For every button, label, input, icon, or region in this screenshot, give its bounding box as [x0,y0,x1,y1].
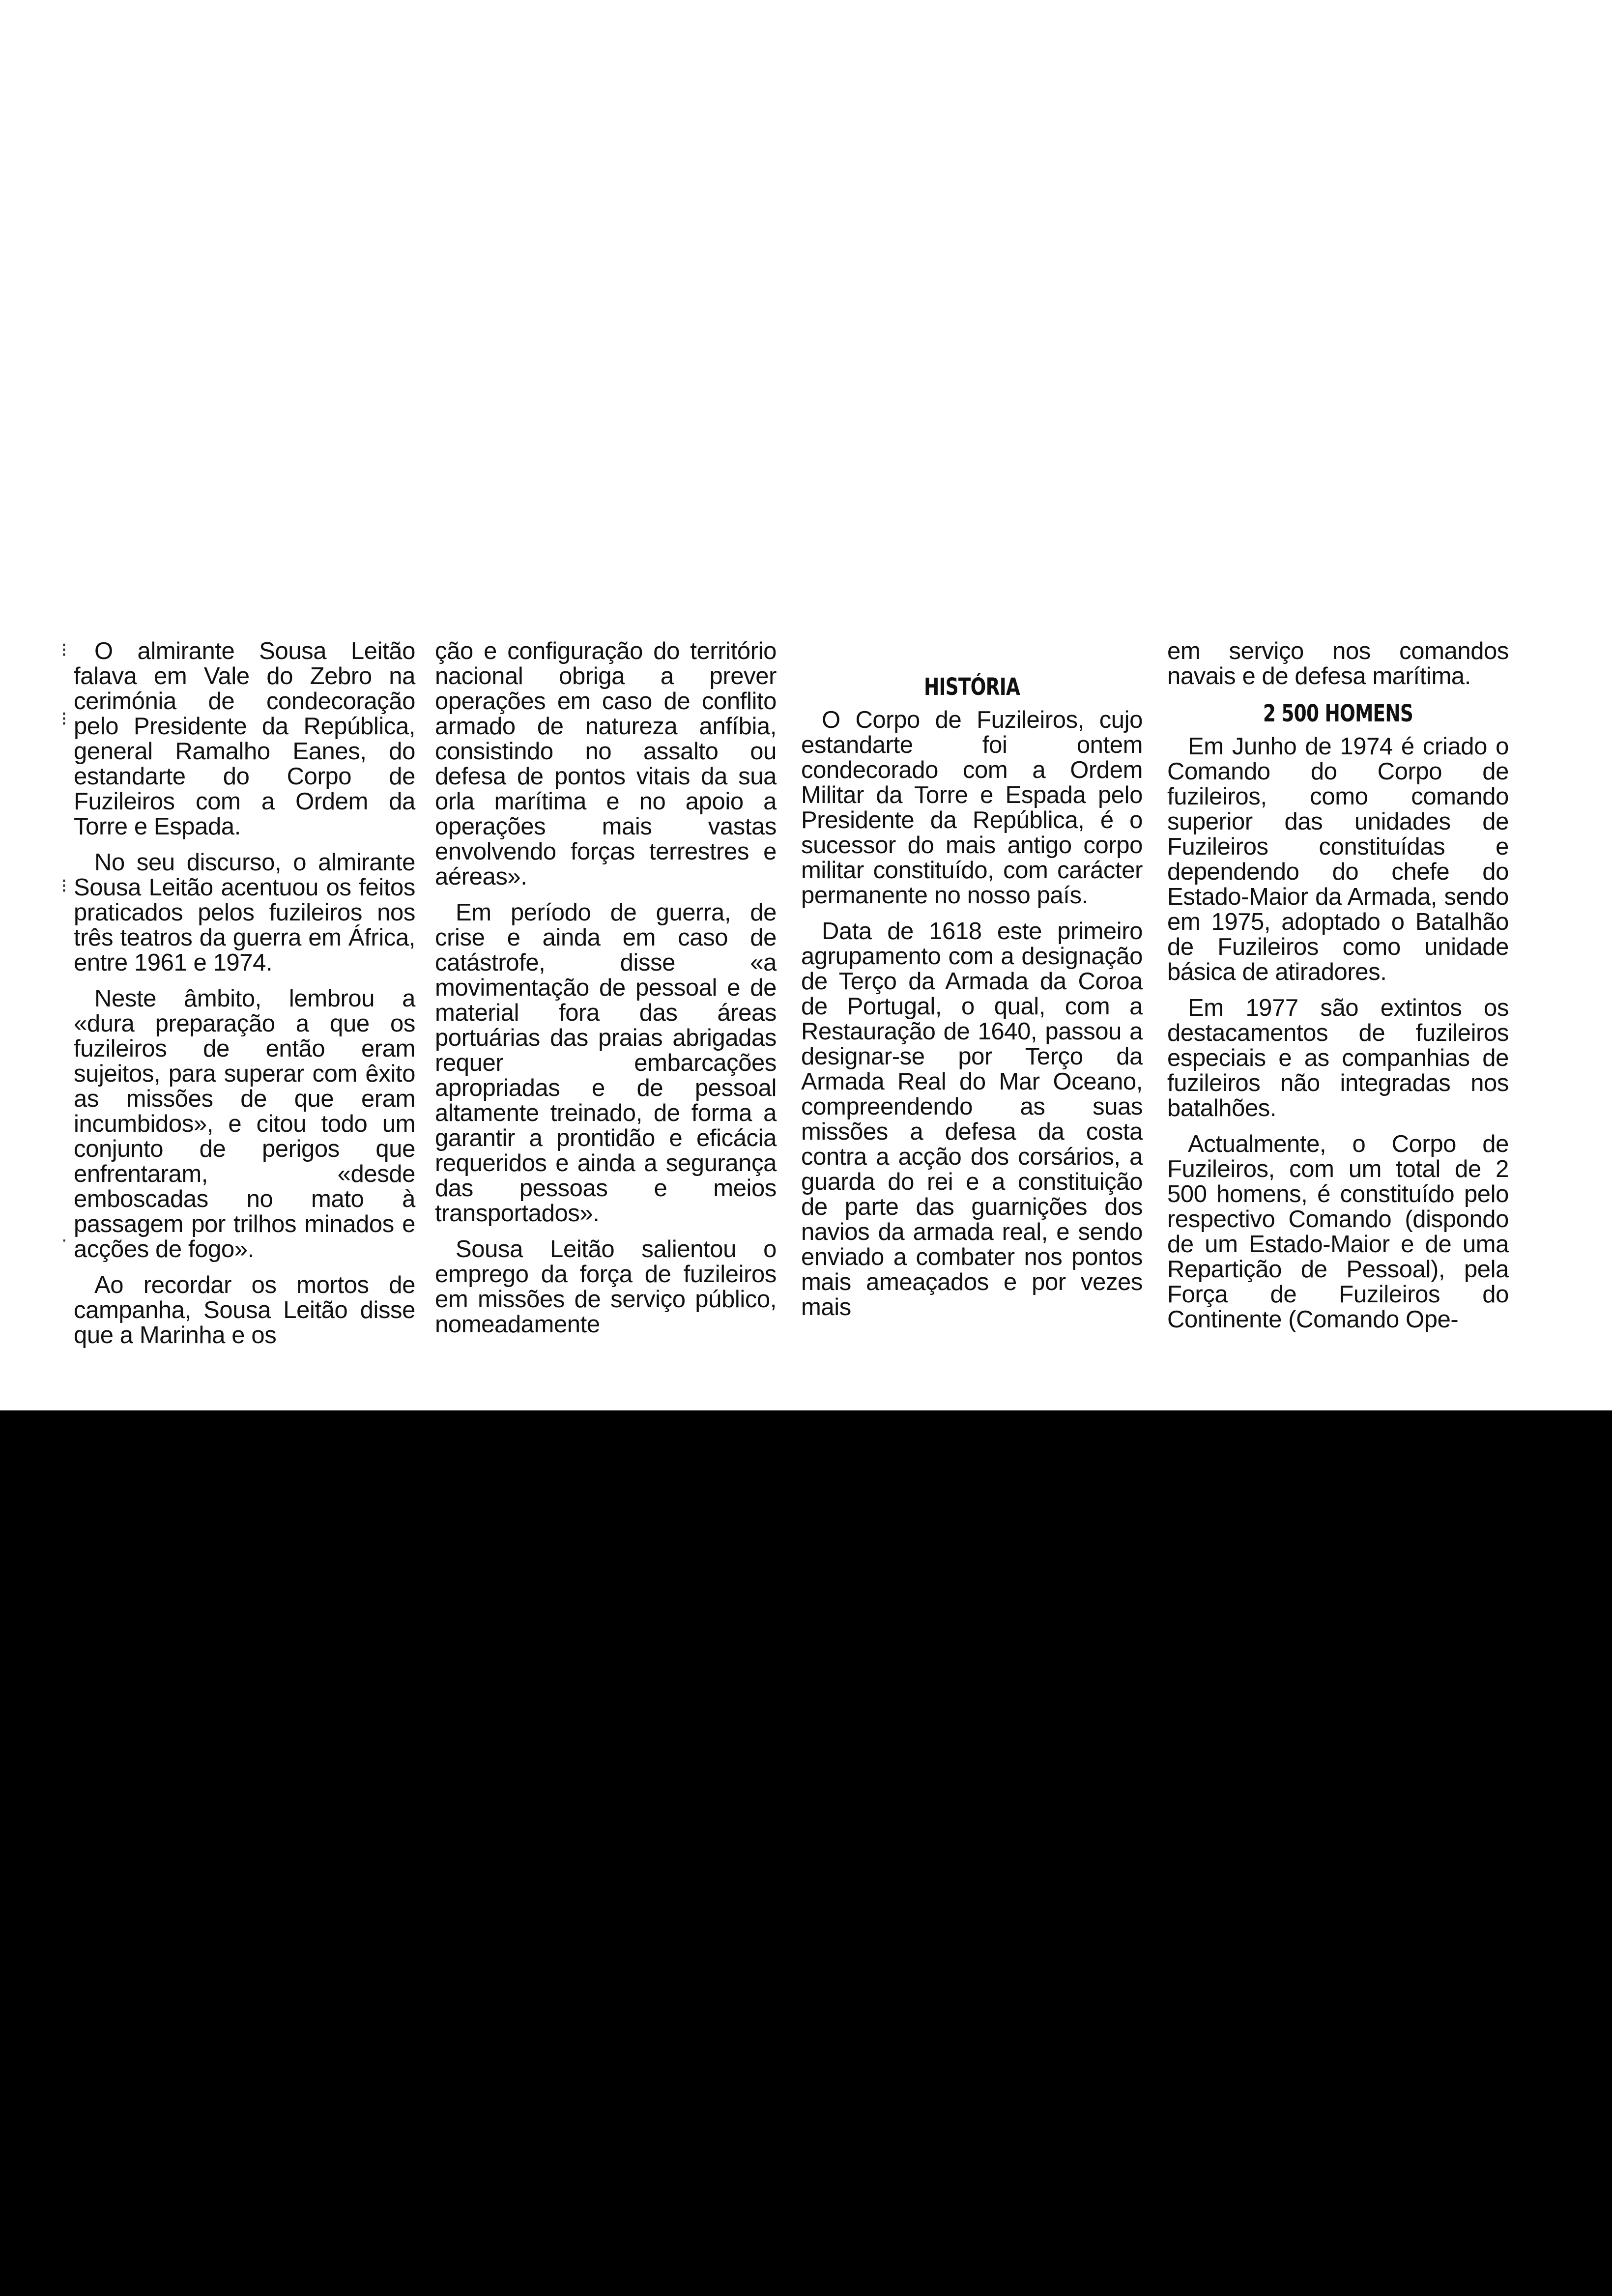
margin-mark: ⁝ [61,875,67,897]
paragraph: Actualmente, o Corpo de Fuzileiros, com um total de 2 500 homens, é constituído pelo respectivo Comando (dispondo de um Estado-Maior e de uma Repartição de Pessoal), pela Força de Fuzileiros do Continente (Comando Ope- [1167,1131,1509,1333]
margin-mark: · [61,1229,68,1250]
section-heading-2500-homens: 2 500 HOMENS [1263,700,1413,727]
paragraph: Em Junho de 1974 é criado o Comando do Corpo de fuzileiros, como comando superior das unidades de Fuzileiros constituídas e dependendo do chefe do Estado-Maior da Armada, sendo em 1975, adoptado o Batalhão de Fuzileiros como unidade básica de atiradores. [1167,733,1509,985]
paragraph: O Corpo de Fuzileiros, cujo estandarte foi ontem condecorado com a Ordem Militar da Torre e Espada pelo Presidente da República, é o sucessor do mais antigo corpo militar constituído, com carácter permanente no nosso país. [801,707,1143,909]
paragraph: Sousa Leitão salientou o emprego da força de fuzileiros em missões de serviço público, nomeadamente [435,1236,777,1338]
margin-mark: ⁝ [61,708,67,730]
paragraph: Neste âmbito, lembrou a «dura preparação a que os fuzileiros de então eram sujeitos, para superar com êxito as missões de que eram incumbidos», e citou todo um conjunto de perigos que enfrentaram, «desde emboscadas no mato à passagem por trilhos minados e acções de fogo». [74,985,415,1263]
article-column-3 [801,639,1143,1331]
article-column-1 [61,638,415,1359]
margin-mark: ⁝ [61,639,67,661]
paragraph: No seu discurso, o almirante Sousa Leitão acentuou os feitos praticados pelos fuzileiros nos três teatros da guerra em África, entre 1961 e 1974. [74,849,415,976]
paragraph: Em 1977 são extintos os destacamentos de fuzileiros especiais e as companhias de fuzileiros não integradas nos batalhões. [1167,995,1509,1121]
paragraph: em serviço nos comandos navais e de defesa marítima. [1167,638,1509,689]
article-column-4 [1167,639,1509,1343]
paragraph: Ao recordar os mortos de campanha, Sousa Leitão disse que a Marinha e os [74,1272,415,1349]
section-heading-historia: HISTÓRIA [923,673,1020,701]
newspaper-clipping [61,638,1543,1403]
article-column-2 [435,639,777,1348]
blank-top-area [0,0,1612,634]
paragraph: Em período de guerra, de crise e ainda em caso de catástrofe, disse «a movimentação de pessoal e de material fora das áreas portuárias das praias abrigadas requer embarcações apropriadas e de pessoal altamente treinado, de forma a garantir a prontidão e eficácia requeridos e ainda a segurança das pessoas e meios transportados». [435,899,777,1227]
paragraph: Data de 1618 este primeiro agrupamento com a designação de Terço da Armada da Coroa de Portugal, o qual, com a Restauração de 1640, passou a designar-se por Terço da Armada Real do Mar Oceano, compreendendo as suas missões a defesa da costa contra a acção dos corsários, a guarda do rei e a constituição de parte das guarnições dos navios da armada real, e sendo enviado a combater nos pontos mais ameaçados e por vezes mais [801,918,1143,1320]
paragraph: O almirante Sousa Leitão falava em Vale do Zebro na cerimónia de condecoração pelo Presidente da República, general Ramalho Eanes, do estandarte do Corpo de Fuzileiros com a Ordem da Torre e Espada. [74,638,415,840]
column-spacer [801,639,1143,671]
scan-black-border [0,1410,1612,2296]
paragraph: ção e configuração do território nacional obriga a prever operações em caso de conflito armado de natureza anfíbia, consistindo no assalto ou defesa de pontos vitais da sua orla marítima e no apoio a operações mais vastas envolvendo forças terrestres e aéreas». [435,638,777,890]
